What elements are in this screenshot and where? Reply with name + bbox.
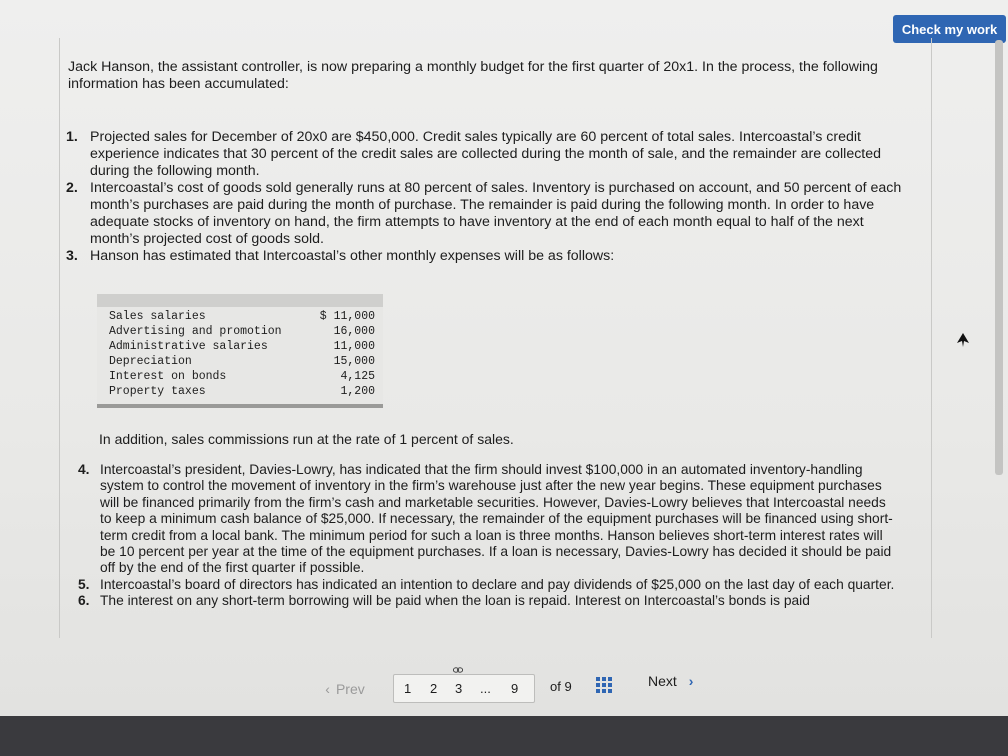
page-1-link[interactable]: 1 <box>404 681 412 696</box>
page-ellipsis: ... <box>480 681 491 696</box>
content-border-left <box>59 38 60 638</box>
info-list-continued <box>78 462 898 610</box>
pagination <box>300 674 620 702</box>
commission-note: In addition, sales commissions run at the rate of 1 percent of sales. <box>99 431 514 447</box>
list-item: 1. Projected sales for December of 20x0 are $450,000. Credit sales typically are 60 percent of total sales. Intercoastal’s credit experience indicates that 30 percent of the credit sales are collected during the month of sale, and the remainder are collected during the following month. <box>66 129 882 179</box>
grid-icon[interactable] <box>596 677 612 693</box>
page-count: of 9 <box>550 679 572 694</box>
prev-button[interactable]: ‹ Prev <box>325 681 365 697</box>
list-item: 2. Intercoastal’s cost of goods sold generally runs at 80 percent of sales. Inventory is purchased on account, and 50 percent of each month’s purchases are paid during the month of purchase. The remainder is paid during the following month. In order to have adequate stocks of inventory on hand, the firm attempts to have inventory at the end of each month equal to half of the next month’s projected cost of goods sold. <box>66 180 902 247</box>
content-border-right <box>931 38 932 638</box>
table-row: Sales salaries $ 11,000 <box>109 310 375 323</box>
table-row: Interest on bonds 4,125 <box>109 370 375 383</box>
table-row: Advertising and promotion 16,000 <box>109 325 375 338</box>
list-item: 5. Intercoastal’s board of directors has indicated an intention to declare and pay dividends of $25,000 on the last day of each quarter. <box>78 576 895 592</box>
mouse-cursor-icon <box>957 333 969 347</box>
page-2-link[interactable]: 2 <box>430 681 438 696</box>
list-item: 3. Hanson has estimated that Intercoastal’s other monthly expenses will be as follows: <box>66 248 615 264</box>
table-row: Administrative salaries 11,000 <box>109 340 375 353</box>
chevron-left-icon: ‹ <box>325 681 330 697</box>
screen-bezel <box>0 716 1008 756</box>
next-button[interactable]: Next › <box>648 673 694 689</box>
info-list <box>66 129 916 265</box>
table-row: Depreciation 15,000 <box>109 355 375 368</box>
intro-paragraph: Jack Hanson, the assistant controller, is now preparing a monthly budget for the first quarter of 20x1. In the process, the following information has been accumulated: <box>68 59 878 92</box>
page-9-link[interactable]: 9 <box>511 681 519 696</box>
list-item: 6. The interest on any short-term borrowing will be paid when the loan is repaid. Interest on Intercoastal’s bonds is paid <box>78 593 810 609</box>
expenses-table <box>97 294 383 408</box>
table-row: Property taxes 1,200 <box>109 385 375 398</box>
scrollbar[interactable] <box>995 40 1003 475</box>
page-selector <box>393 674 535 703</box>
link-icon <box>453 666 463 674</box>
list-item: 4. Intercoastal’s president, Davies-Lowry, has indicated that the firm should invest $100,000 in an automated inventory-handling system to control the movement of inventory in the firm’s warehouse just after the new year begins. These equipment purchases will be financed primarily from the firm’s cash and marketable securities. However, Davies-Lowry believes that Intercoastal needs to keep a minimum cash balance of $25,000. If necessary, the remainder of the equipment purchases will be financed using short-term credit from a local bank. The minimum period for such a loan is three months. Hanson believes short-term interest rates will be 10 percent per year at the time of the equipment purchases. If a loan is necessary, Davies-Lowry has decided it should be paid off by the end of the first quarter if possible. <box>78 462 893 576</box>
chevron-right-icon: › <box>688 673 694 689</box>
check-my-work-button[interactable]: Check my work <box>893 15 1006 43</box>
page-3-link[interactable]: 3 <box>455 681 463 696</box>
